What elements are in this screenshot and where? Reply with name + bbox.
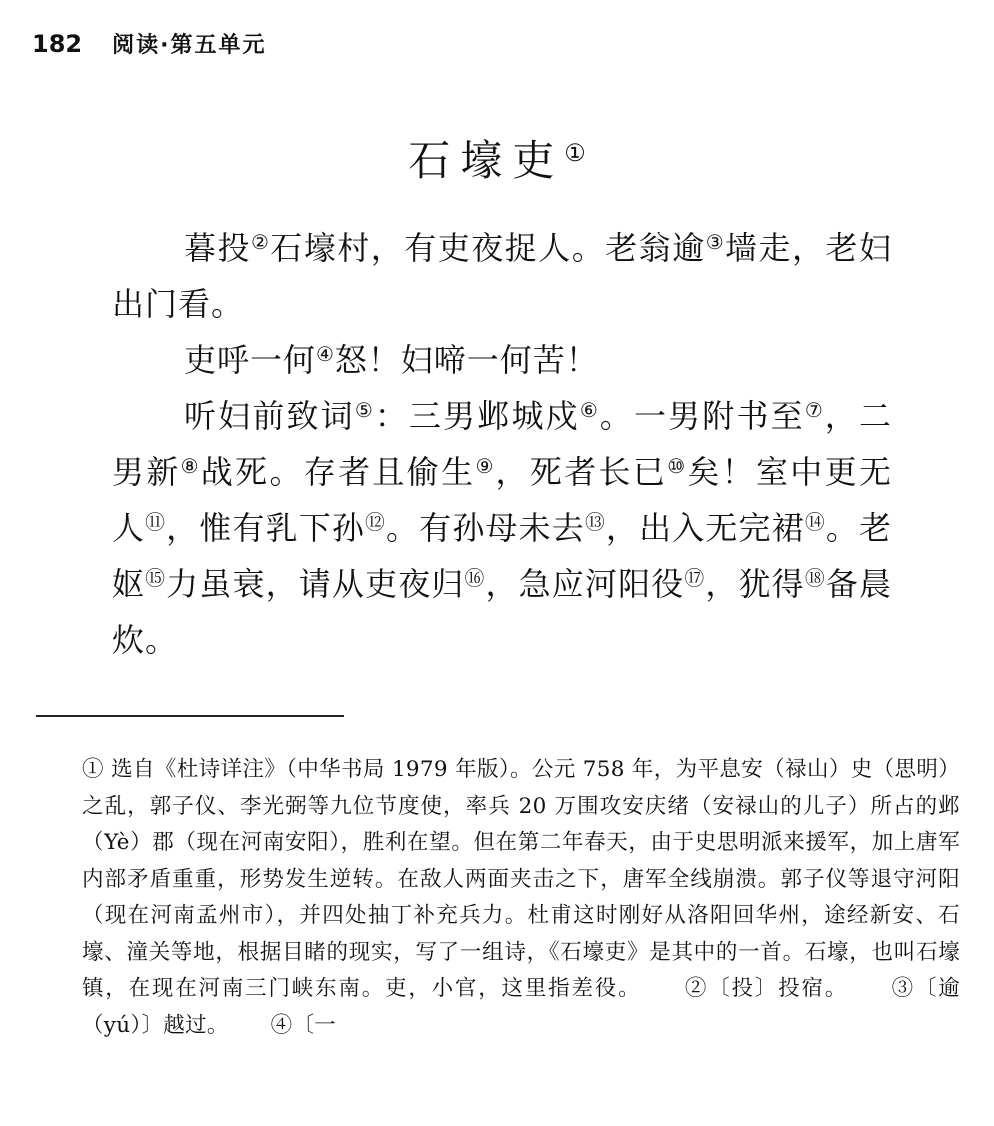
footnote-mark: ④ bbox=[316, 343, 335, 367]
footnote-mark: ⑯ bbox=[464, 567, 486, 591]
footnote-mark: ③ bbox=[705, 231, 725, 255]
footnote-mark: ⑥ bbox=[579, 399, 600, 423]
footnote-mark: ② bbox=[251, 231, 271, 255]
footnote-2: ②〔投〕投宿。 bbox=[683, 976, 849, 1001]
footnote-mark: ⑤ bbox=[354, 399, 375, 423]
poem-text: 暮投 bbox=[184, 229, 251, 267]
page-number: 182 bbox=[32, 30, 83, 58]
poem-text: 石壕村，有吏夜捉人。老翁逾 bbox=[270, 229, 706, 267]
poem-text: 战死。存者且偷生 bbox=[200, 453, 476, 491]
footnote-3: ③〔逾（yú）〕越过。 bbox=[82, 976, 961, 1038]
footnote-4: ④〔一 bbox=[270, 1012, 337, 1038]
title-footnote-mark: ① bbox=[564, 139, 586, 167]
poem-text: 力虽衰，请从吏夜归 bbox=[166, 565, 465, 603]
footnote-mark: ⑧ bbox=[180, 455, 201, 479]
footnote-mark: ⑫ bbox=[365, 511, 387, 535]
footnote-mark: ⑬ bbox=[584, 511, 606, 535]
running-head: 阅读·第五单元 bbox=[112, 33, 267, 58]
poem-text: 。一男附书至 bbox=[599, 397, 805, 435]
poem-text: ，犹得 bbox=[705, 565, 805, 603]
footnote-mark: ⑦ bbox=[804, 399, 825, 423]
poem-text: ，惟有乳下孙 bbox=[166, 509, 366, 547]
poem-text: 。老妪 bbox=[112, 509, 892, 603]
poem-text: 吏呼一何 bbox=[184, 341, 317, 379]
footnote-mark: ⑨ bbox=[475, 455, 496, 479]
footnote-mark: ⑭ bbox=[804, 511, 826, 535]
footnote-mark: ⑱ bbox=[804, 567, 826, 591]
stanza-1 bbox=[112, 220, 892, 332]
footnote-mark: ⑪ bbox=[145, 511, 167, 535]
poem-text: 。有孙母未去 bbox=[386, 509, 585, 547]
poem-title-text: 石壕吏 bbox=[408, 136, 565, 185]
poem-text: ，二男新 bbox=[112, 397, 892, 491]
footnote-mark: ⑰ bbox=[684, 567, 706, 591]
poem-text: ，出入无完裙 bbox=[605, 509, 805, 547]
poem-body bbox=[112, 220, 892, 668]
footnotes bbox=[82, 752, 960, 1044]
poem-text: 墙走，老妇出门看。 bbox=[112, 229, 892, 323]
footnote-block bbox=[82, 752, 960, 1044]
footnote-mark: ⑩ bbox=[667, 455, 688, 479]
poem-text: 听妇前致词 bbox=[184, 397, 355, 435]
footnote-1: ① 选自《杜诗详注》（中华书局 1979 年版）。公元 758 年，为平息安（禄山）史（思明）之乱，郭子仪、李光弼等九位节度使，率兵 20 万围攻安庆绪（安禄山的儿子）所占的邺（Yè）郡（现在河南安阳），胜利在望。但在第二年春天，由于史思明派来援军，加上唐军内部矛盾重重，形势发生逆转。在敌人两面夹击之下，唐军全线崩溃。郭子仪等退守河阳（现在河南孟州市），并四处抽丁补充兵力。杜甫这时刚好从洛阳回华州，途经新安、石壕、潼关等地，根据目睹的现实，写了一组诗，《石壕吏》是其中的一首。石壕，也叫石壕镇，在现在河南三门峡东南。吏，小官，这里指差役。 bbox=[82, 757, 960, 1001]
footnote-mark: ⑮ bbox=[145, 567, 167, 591]
stanza-2 bbox=[112, 332, 892, 388]
stanza-3 bbox=[112, 388, 892, 668]
poem-text: 备晨炊。 bbox=[112, 565, 892, 659]
poem-text: ，死者长已 bbox=[495, 453, 668, 491]
poem-text: 矣！室中更无人 bbox=[112, 453, 892, 547]
page-header bbox=[32, 28, 266, 59]
poem-text: 怒！妇啼一何苦！ bbox=[334, 341, 599, 379]
footnote-divider bbox=[36, 715, 344, 717]
poem-text: ：三男邺城戍 bbox=[374, 397, 580, 435]
poem-title bbox=[0, 128, 994, 188]
poem-text: ，急应河阳役 bbox=[485, 565, 685, 603]
